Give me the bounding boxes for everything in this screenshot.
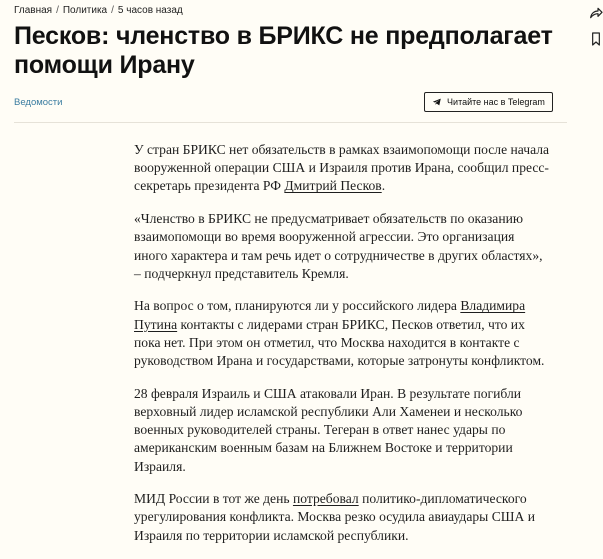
publish-time: 5 часов назад — [117, 5, 183, 16]
page-title: Песков: членство в БРИКС не предполагает помощи Ирану — [14, 22, 553, 79]
source-link[interactable]: Ведомости — [14, 97, 63, 108]
article-paragraph — [134, 141, 550, 196]
paragraph-text: политико-дипломатического урегулирования конфликта. Москва резко осудила авиаудары США и Израиля по территории исламской республики. — [134, 491, 535, 543]
paragraph-text: МИД России в тот же день — [134, 491, 293, 507]
telegram-button[interactable] — [424, 92, 553, 112]
header-divider — [14, 122, 567, 123]
breadcrumb — [14, 5, 183, 16]
article-paragraph — [134, 490, 550, 545]
article-paragraph — [134, 210, 550, 283]
inline-link[interactable]: Владимира Путина — [134, 298, 526, 332]
paragraph-text: . — [381, 178, 386, 194]
breadcrumb-home[interactable]: Главная — [14, 5, 53, 16]
breadcrumb-separator: / — [111, 5, 114, 16]
paragraph-text: контакты с лидерами стран БРИКС, Песков ответил, что их пока нет. При этом он отметил, что Москва находится в контакте с руководством Ирана и государствами, которые затронуты конфликтом. — [134, 316, 545, 369]
bookmark-icon — [588, 31, 603, 47]
telegram-button-label: Читайте нас в Telegram — [447, 97, 545, 107]
article-paragraph — [134, 297, 550, 370]
article-body — [134, 141, 550, 559]
paragraph-text: На вопрос о том, планируются ли у российского лидера — [134, 298, 461, 314]
telegram-plane-icon — [432, 97, 442, 107]
inline-link[interactable]: Дмитрий Песков — [284, 178, 382, 194]
article-paragraph — [134, 385, 550, 476]
bookmark-button[interactable] — [587, 30, 603, 48]
share-icon — [588, 5, 603, 21]
breadcrumb-politics[interactable]: Политика — [62, 5, 108, 16]
paragraph-text: У стран БРИКС нет обязательств в рамках взаимопомощи после начала вооруженной операции США и Израиля против Ирана, сообщил пресс-секретарь президента РФ — [134, 142, 550, 194]
breadcrumb-separator: / — [56, 5, 59, 16]
share-button[interactable] — [587, 4, 603, 22]
inline-link[interactable]: потребовал — [292, 491, 359, 507]
paragraph-text: 28 февраля Израиль и США атаковали Иран. В результате погибли верховный лидер исламской республики Али Хаменеи и несколько военных руководителей страны. Тегеран в ответ нанес удары по американским военным базам на Ближнем Востоке и территории Израиля. — [134, 385, 523, 474]
paragraph-text: «Членство в БРИКС не предусматривает обязательств по оказанию взаимопомощи во время вооруженной агрессии. Это организация иного характера и там речь идет о сотрудничестве в других областях», – подчеркнул представитель Кремля. — [134, 211, 543, 281]
